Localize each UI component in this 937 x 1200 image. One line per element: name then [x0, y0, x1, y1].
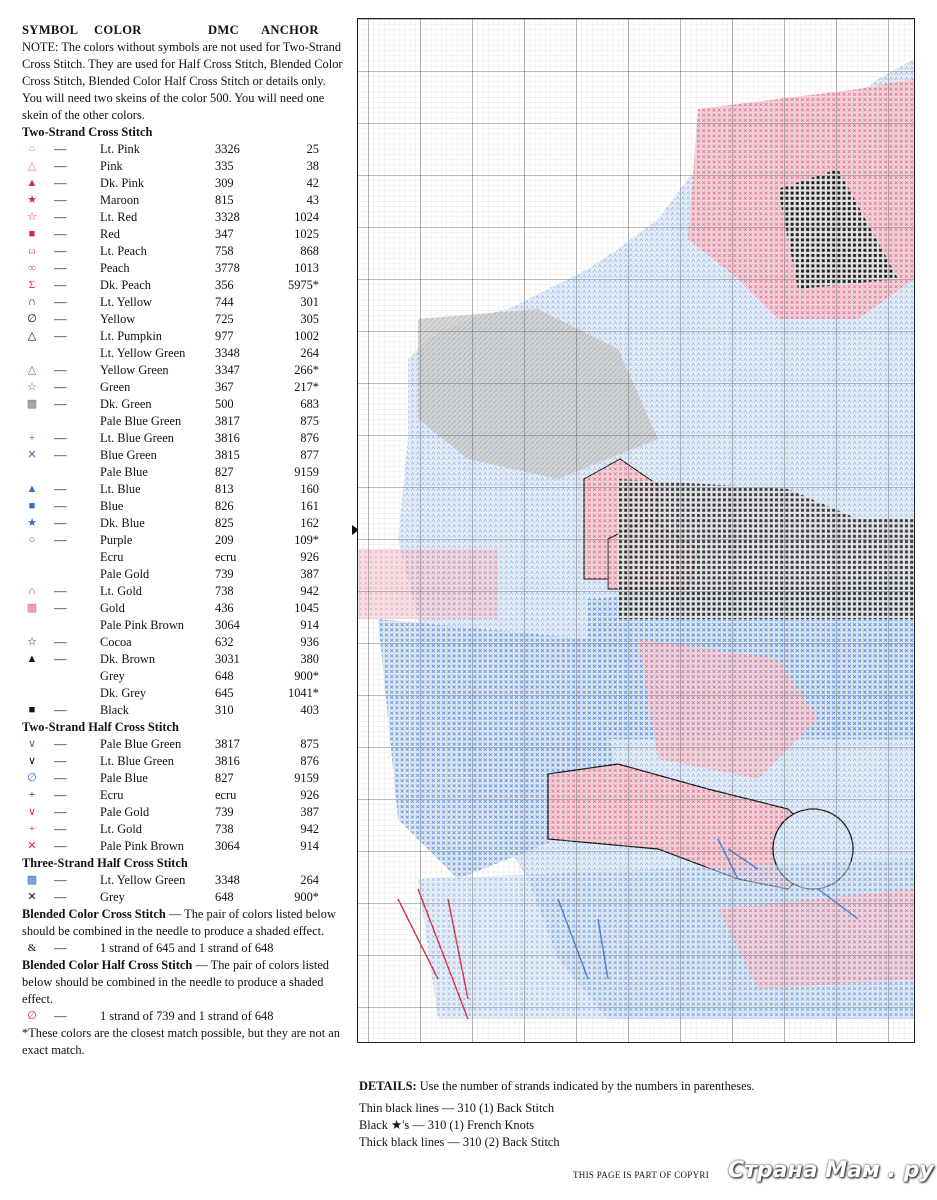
cross-stitch-chart — [357, 18, 915, 1043]
dmc-number: 347 — [215, 227, 234, 241]
header-dmc: DMC — [208, 23, 239, 37]
dmc-number: 3064 — [215, 618, 240, 632]
anchor-number: 264 — [300, 873, 319, 887]
color-row — [22, 549, 344, 566]
color-name: Lt. Yellow Green — [100, 873, 186, 887]
anchor-number: 876 — [300, 431, 319, 445]
color-name: Cocoa — [100, 635, 132, 649]
blended-cross-title: Blended Color Cross Stitch — [22, 907, 166, 921]
blended-half-line: 1 strand of 739 and 1 strand of 648 — [100, 1009, 274, 1023]
dash: — — [54, 890, 67, 904]
blended-cross-line: 1 strand of 645 and 1 strand of 648 — [100, 941, 274, 955]
anchor-number: 1002 — [294, 329, 319, 343]
anchor-number: 936 — [300, 635, 319, 649]
dash: — — [54, 176, 67, 190]
dmc-number: 3815 — [215, 448, 240, 462]
details-line-2: Black ★'s — 310 (1) French Knots — [359, 1118, 535, 1132]
dash: — — [54, 159, 67, 173]
color-row — [22, 209, 344, 226]
dash: — — [54, 516, 67, 530]
color-name: Dk. Brown — [100, 652, 156, 666]
dmc-number: 744 — [215, 295, 234, 309]
stitch-symbol-icon: ★ — [27, 194, 37, 206]
blended-cross-section — [22, 906, 344, 940]
dmc-number: 827 — [215, 465, 234, 479]
color-name: Pale Pink Brown — [100, 839, 184, 853]
color-row — [22, 277, 344, 294]
anchor-number: 877 — [300, 448, 319, 462]
color-row — [22, 872, 344, 889]
anchor-number: 868 — [300, 244, 319, 258]
color-row — [22, 243, 344, 260]
stitch-symbol-icon: ▩ — [26, 874, 38, 886]
chart-grid — [358, 19, 914, 1042]
color-name: Dk. Grey — [100, 686, 147, 700]
anchor-number: 900* — [294, 890, 319, 904]
anchor-number: 926 — [300, 550, 319, 564]
stitch-symbol-icon: Σ — [28, 279, 36, 291]
header-anchor: ANCHOR — [261, 23, 319, 37]
dmc-number: 827 — [215, 771, 234, 785]
color-name: Green — [100, 380, 131, 394]
color-row — [22, 685, 344, 702]
dmc-number: 813 — [215, 482, 234, 496]
dmc-number: ecru — [215, 788, 237, 802]
stitch-symbol-icon: ○ — [28, 143, 36, 155]
ampersand-icon: & — [27, 942, 37, 954]
dmc-number: 3816 — [215, 754, 240, 768]
anchor-number: 1024 — [294, 210, 319, 224]
dash: — — [54, 363, 67, 377]
stitch-symbol-icon: ■ — [28, 704, 36, 716]
dmc-number: 310 — [215, 703, 234, 717]
color-row — [22, 226, 344, 243]
color-row — [22, 379, 344, 396]
color-name: Lt. Gold — [100, 822, 142, 836]
details-heading — [359, 1078, 755, 1095]
color-row — [22, 447, 344, 464]
color-row — [22, 498, 344, 515]
dmc-number: 3348 — [215, 873, 240, 887]
dmc-number: 436 — [215, 601, 234, 615]
dash: — — [54, 278, 67, 292]
color-name: Lt. Gold — [100, 584, 142, 598]
stitch-symbol-icon: ▲ — [26, 653, 38, 665]
dmc-number: 738 — [215, 822, 234, 836]
dash: — — [54, 771, 67, 785]
color-row — [22, 362, 344, 379]
color-name: Gold — [100, 601, 125, 615]
color-row — [22, 328, 344, 345]
color-name: Pale Blue Green — [100, 737, 182, 751]
anchor-number: 25 — [306, 142, 319, 156]
color-row — [22, 770, 344, 787]
color-row — [22, 838, 344, 855]
anchor-number: 914 — [300, 618, 319, 632]
dash: — — [54, 193, 67, 207]
color-name: Pale Blue — [100, 465, 148, 479]
dash: — — [54, 431, 67, 445]
color-key — [22, 22, 344, 1059]
section-title: Three-Strand Half Cross Stitch — [22, 856, 188, 870]
dmc-number: 3328 — [215, 210, 240, 224]
stitch-symbol-icon: ✕ — [27, 840, 37, 852]
dmc-number: 309 — [215, 176, 234, 190]
dash: — — [54, 754, 67, 768]
color-row — [22, 396, 344, 413]
dmc-number: 3816 — [215, 431, 240, 445]
color-row — [22, 702, 344, 719]
dash: — — [54, 873, 67, 887]
anchor-number: 914 — [300, 839, 319, 853]
dash: — — [54, 210, 67, 224]
dash: — — [54, 499, 67, 513]
stitch-symbol-icon: ω — [28, 245, 36, 257]
dash: — — [54, 295, 67, 309]
blended-half-row — [22, 1008, 344, 1025]
key-header — [22, 22, 344, 39]
color-row — [22, 413, 344, 430]
color-name: Lt. Pink — [100, 142, 140, 156]
section-title: Two-Strand Cross Stitch — [22, 125, 153, 139]
stitch-symbol-icon: △ — [27, 330, 37, 342]
stitch-symbol-icon: △ — [27, 160, 37, 172]
dash: — — [54, 448, 67, 462]
color-row — [22, 481, 344, 498]
color-name: Dk. Pink — [100, 176, 145, 190]
color-name: Lt. Peach — [100, 244, 147, 258]
dmc-number: 500 — [215, 397, 234, 411]
anchor-number: 387 — [300, 805, 319, 819]
anchor-number: 217* — [294, 380, 319, 394]
anchor-number: 9159 — [294, 771, 319, 785]
color-row — [22, 430, 344, 447]
dash: — — [54, 533, 67, 547]
dmc-number: 3064 — [215, 839, 240, 853]
color-row — [22, 175, 344, 192]
color-name: Lt. Blue Green — [100, 431, 174, 445]
details-line-1: Thin black lines — 310 (1) Back Stitch — [359, 1101, 555, 1115]
watermark: Страна Мам . ру — [728, 1158, 934, 1183]
stitch-symbol-icon: ∅ — [27, 313, 37, 325]
header-symbol: SYMBOL — [22, 23, 79, 37]
anchor-number: 387 — [300, 567, 319, 581]
color-name: Yellow — [100, 312, 136, 326]
dash: — — [54, 227, 67, 241]
dash: — — [54, 1009, 67, 1023]
blended-half-section — [22, 957, 344, 1008]
anchor-number: 301 — [300, 295, 319, 309]
color-row — [22, 651, 344, 668]
color-row — [22, 600, 344, 617]
dash: — — [54, 261, 67, 275]
anchor-number: 942 — [300, 822, 319, 836]
anchor-number: 109* — [294, 533, 319, 547]
stitch-symbol-icon: ▲ — [26, 483, 38, 495]
color-row — [22, 566, 344, 583]
color-name: Red — [100, 227, 120, 241]
dmc-number: 977 — [215, 329, 234, 343]
stitch-symbol-icon: ✕ — [27, 891, 37, 903]
color-name: Dk. Green — [100, 397, 152, 411]
color-name: Black — [100, 703, 129, 717]
color-row — [22, 821, 344, 838]
color-name: Ecru — [100, 788, 124, 802]
dmc-number: 3817 — [215, 414, 240, 428]
blended-cross-row — [22, 940, 344, 957]
color-row — [22, 634, 344, 651]
color-name: Lt. Blue — [100, 482, 141, 496]
dmc-number: 3348 — [215, 346, 240, 360]
dmc-number: 648 — [215, 890, 234, 904]
dash: — — [54, 822, 67, 836]
dash: — — [54, 397, 67, 411]
color-row — [22, 668, 344, 685]
color-name: Purple — [100, 533, 133, 547]
dash: — — [54, 788, 67, 802]
color-name: Ecru — [100, 550, 124, 564]
footnote: *These colors are the closest match possible, but they are not an exact match. — [22, 1026, 340, 1057]
key-sections — [22, 124, 344, 906]
blended-half-title: Blended Color Half Cross Stitch — [22, 958, 193, 972]
color-row — [22, 294, 344, 311]
color-name: Lt. Red — [100, 210, 138, 224]
blended-cross-text: — The pair of colors listed below should be combined in the needle to produce a shaded effect. — [22, 907, 336, 938]
color-name: Blue Green — [100, 448, 157, 462]
header-color: COLOR — [94, 23, 142, 37]
dmc-number: 3347 — [215, 363, 240, 377]
color-name: Pale Blue — [100, 771, 148, 785]
dash: — — [54, 312, 67, 326]
dmc-number: 739 — [215, 805, 234, 819]
details-line-3: Thick black lines — 310 (2) Back Stitch — [359, 1135, 560, 1149]
dmc-number: 758 — [215, 244, 234, 258]
color-row — [22, 515, 344, 532]
stitch-symbol-icon: + — [28, 789, 36, 801]
color-row — [22, 464, 344, 481]
anchor-number: 1041* — [288, 686, 319, 700]
color-name: Peach — [100, 261, 130, 275]
dash: — — [54, 482, 67, 496]
stitch-symbol-icon: ■ — [28, 228, 36, 240]
dash: — — [54, 380, 67, 394]
dash: — — [54, 635, 67, 649]
copyright-footer: THIS PAGE IS PART OF COPYRI — [573, 1170, 710, 1180]
dmc-number: 632 — [215, 635, 234, 649]
color-name: Pale Pink Brown — [100, 618, 184, 632]
anchor-number: 1025 — [294, 227, 319, 241]
stitch-symbol-icon: ▲ — [26, 177, 38, 189]
anchor-number: 9159 — [294, 465, 319, 479]
dmc-number: 3326 — [215, 142, 240, 156]
dmc-number: 356 — [215, 278, 234, 292]
dmc-number: 3031 — [215, 652, 240, 666]
color-name: Pale Gold — [100, 805, 150, 819]
stitch-symbol-icon: ∩ — [28, 585, 36, 597]
section-title: Two-Strand Half Cross Stitch — [22, 720, 179, 734]
anchor-number: 942 — [300, 584, 319, 598]
color-row — [22, 532, 344, 549]
anchor-number: 38 — [306, 159, 319, 173]
color-name: Lt. Yellow Green — [100, 346, 186, 360]
dash: — — [54, 329, 67, 343]
color-row — [22, 617, 344, 634]
stitch-symbol-icon: ☆ — [27, 636, 37, 648]
color-name: Pale Gold — [100, 567, 150, 581]
anchor-number: 305 — [300, 312, 319, 326]
anchor-number: 161 — [300, 499, 319, 513]
anchor-number: 264 — [300, 346, 319, 360]
dmc-number: 825 — [215, 516, 234, 530]
stitch-symbol-icon: ★ — [27, 517, 37, 529]
color-name: Pink — [100, 159, 123, 173]
stitch-symbol-icon: ☆ — [27, 381, 37, 393]
stitch-symbol-icon: ∨ — [27, 738, 37, 750]
anchor-number: 876 — [300, 754, 319, 768]
dmc-number: 739 — [215, 567, 234, 581]
color-name: Lt. Blue Green — [100, 754, 174, 768]
anchor-number: 1013 — [294, 261, 319, 275]
dmc-number: 725 — [215, 312, 234, 326]
color-row — [22, 141, 344, 158]
anchor-number: 875 — [300, 414, 319, 428]
anchor-number: 266* — [294, 363, 319, 377]
dash: — — [54, 805, 67, 819]
stitch-symbol-icon: ▩ — [26, 602, 38, 614]
dash: — — [54, 244, 67, 258]
color-row — [22, 311, 344, 328]
dmc-number: 335 — [215, 159, 234, 173]
anchor-number: 900* — [294, 669, 319, 683]
color-row — [22, 158, 344, 175]
dash: — — [54, 652, 67, 666]
dmc-number: 209 — [215, 533, 234, 547]
color-row — [22, 345, 344, 362]
stitch-symbol-icon: + — [28, 432, 36, 444]
color-name: Lt. Yellow — [100, 295, 152, 309]
stitch-symbol-icon: △ — [27, 364, 37, 376]
anchor-number: 42 — [306, 176, 319, 190]
dash: — — [54, 142, 67, 156]
color-name: Yellow Green — [100, 363, 169, 377]
dash: — — [54, 941, 67, 955]
color-name: Lt. Pumpkin — [100, 329, 162, 343]
details-section — [359, 1078, 755, 1151]
anchor-number: 162 — [300, 516, 319, 530]
stitch-symbol-icon: ▩ — [26, 398, 38, 410]
stitch-symbol-icon: ∨ — [27, 806, 37, 818]
dmc-number: 648 — [215, 669, 234, 683]
dash: — — [54, 601, 67, 615]
color-row — [22, 260, 344, 277]
dash: — — [54, 703, 67, 717]
dash: — — [54, 737, 67, 751]
stitch-symbol-icon: ☆ — [27, 211, 37, 223]
color-name: Maroon — [100, 193, 140, 207]
details-title: DETAILS: — [359, 1079, 417, 1093]
key-note: NOTE: The colors without symbols are not used for Two-Strand Cross Stitch. They are used for Half Cross Stitch, Blended Color Cross Stitch, Blended Color Half Cross Stitch or details only. You will need two skeins of the color 500. You will need one skein of the other colors. — [22, 40, 343, 122]
color-name: Blue — [100, 499, 124, 513]
color-name: Dk. Peach — [100, 278, 151, 292]
anchor-number: 5975* — [288, 278, 319, 292]
dash: — — [54, 584, 67, 598]
dmc-number: 367 — [215, 380, 234, 394]
stitch-symbol-icon: ∅ — [27, 772, 37, 784]
details-text: Use the number of strands indicated by the numbers in parentheses. — [416, 1079, 755, 1093]
color-name: Grey — [100, 669, 125, 683]
anchor-number: 160 — [300, 482, 319, 496]
dash: — — [54, 839, 67, 853]
anchor-number: 43 — [306, 193, 319, 207]
blended-half-text: — The pair of colors listed below should be combined in the needle to produce a shaded effect. — [22, 958, 330, 1006]
dmc-number: ecru — [215, 550, 237, 564]
dmc-number: 815 — [215, 193, 234, 207]
stitch-symbol-icon: ○ — [28, 534, 36, 546]
stitch-symbol-icon: ∞ — [28, 262, 36, 274]
color-row — [22, 753, 344, 770]
color-name: Grey — [100, 890, 125, 904]
color-row — [22, 804, 344, 821]
stitch-symbol-icon: + — [28, 823, 36, 835]
anchor-number: 380 — [300, 652, 319, 666]
stitch-symbol-icon: ■ — [28, 500, 36, 512]
anchor-number: 926 — [300, 788, 319, 802]
dmc-number: 738 — [215, 584, 234, 598]
color-row — [22, 192, 344, 209]
dmc-number: 826 — [215, 499, 234, 513]
color-row — [22, 583, 344, 600]
dmc-number: 645 — [215, 686, 234, 700]
slash-oval-icon: ∅ — [27, 1010, 37, 1022]
dmc-number: 3817 — [215, 737, 240, 751]
anchor-number: 403 — [300, 703, 319, 717]
color-name: Dk. Blue — [100, 516, 145, 530]
color-row — [22, 787, 344, 804]
stitch-symbol-icon: ∩ — [28, 296, 36, 308]
dmc-number: 3778 — [215, 261, 240, 275]
anchor-number: 1045 — [294, 601, 319, 615]
color-name: Pale Blue Green — [100, 414, 182, 428]
anchor-number: 683 — [300, 397, 319, 411]
stitch-symbol-icon: ✕ — [27, 449, 37, 461]
anchor-number: 875 — [300, 737, 319, 751]
color-row — [22, 736, 344, 753]
stitch-symbol-icon: ∨ — [27, 755, 37, 767]
color-row — [22, 889, 344, 906]
